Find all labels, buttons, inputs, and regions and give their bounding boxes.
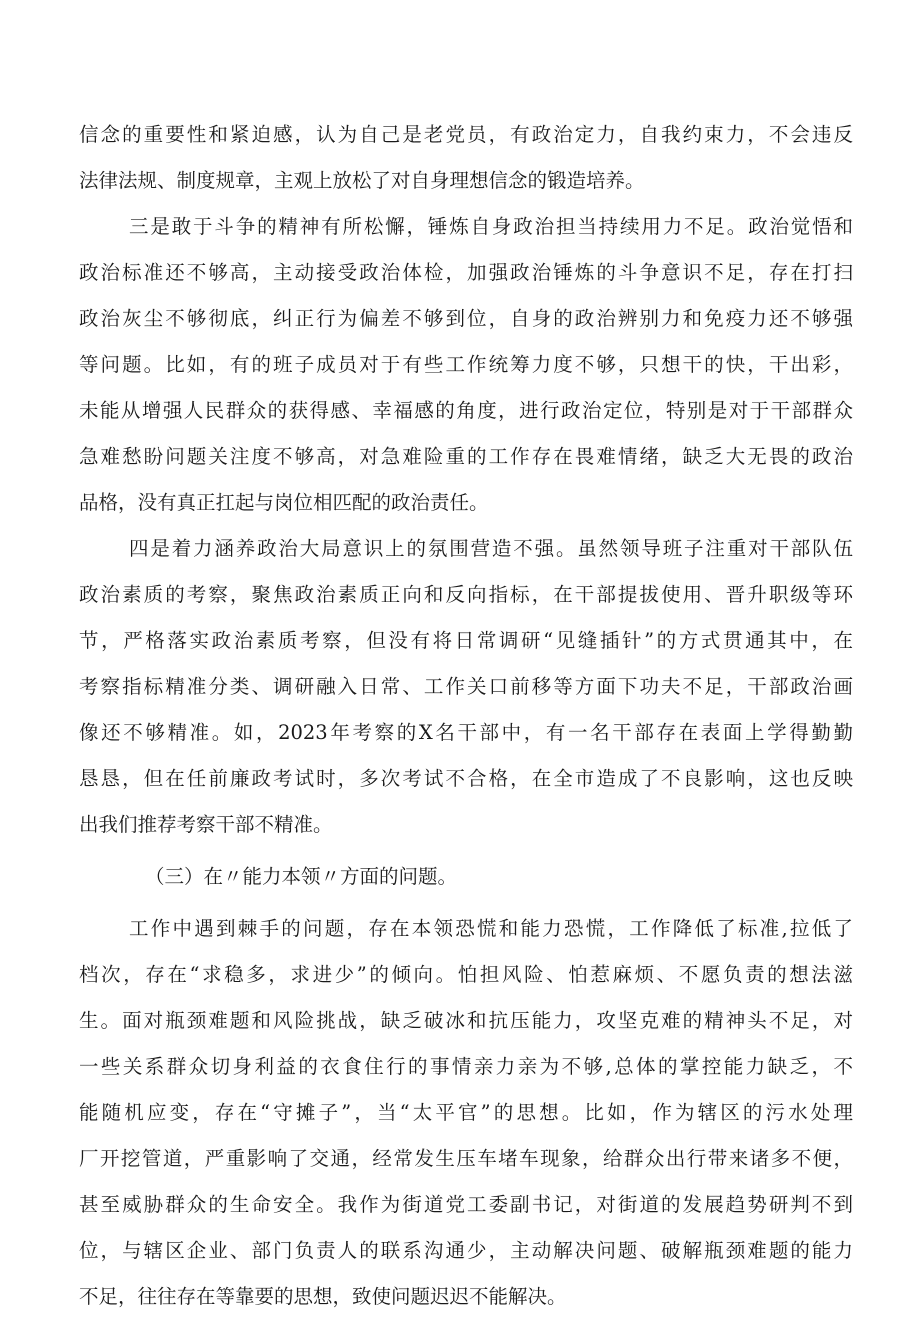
text-line: 法律法规、制度规章，主观上放松了对自身理想信念的锻造培养。 bbox=[79, 169, 645, 192]
text-line: 工作中遇到棘手的问题，存在本领恐慌和能力恐慌，工作降低了标准,拉低了 bbox=[129, 917, 853, 940]
text-line: 甚至威胁群众的生命安全。我作为街道党工委副书记，对街道的发展趋势研判不到 bbox=[79, 1193, 853, 1216]
text-line: 政治素质的考察，聚焦政治素质正向和反向指标，在干部提拔使用、晋升职级等环 bbox=[79, 583, 853, 606]
text-line: 厂开挖管道，严重影响了交通，经常发生压车堵车现象，给群众出行带来诸多不便， bbox=[79, 1147, 853, 1170]
text-line: 能随机应变，存在“守摊子”，当“太平官”的思想。比如，作为辖区的污水处理 bbox=[79, 1101, 853, 1124]
text-line: 位，与辖区企业、部门负责人的联系沟通少，主动解决问题、破解瓶颈难题的能力 bbox=[79, 1239, 853, 1262]
section-heading: （三）在〃能力本领〃方面的问题。 bbox=[145, 865, 458, 888]
document-page bbox=[79, 112, 853, 1320]
text-line: 四是着力涵养政治大局意识上的氛围营造不强。虽然领导班子注重对干部队伍 bbox=[129, 537, 853, 560]
text-line: 信念的重要性和紧迫感，认为自己是老党员，有政治定力，自我约束力，不会违反 bbox=[79, 123, 853, 146]
text-line: 品格，没有真正扛起与岗位相匹配的政治责任。 bbox=[79, 491, 489, 514]
text-line: 等问题。比如，有的班子成员对于有些工作统筹力度不够，只想干的快，干出彩， bbox=[79, 353, 853, 376]
text-line: 恳恳，但在任前廉政考试时，多次考试不合格，在全市造成了不良影响，这也反映 bbox=[79, 767, 853, 790]
paragraph-3 bbox=[79, 526, 853, 848]
text-line: 生。面对瓶颈难题和风险挑战，缺乏破冰和抗压能力，攻坚克难的精神头不足，对 bbox=[79, 1009, 853, 1032]
paragraph-1 bbox=[79, 112, 853, 204]
text-line: 档次，存在“求稳多，求进少”的倾向。怕担风险、怕惹麻烦、不愿负责的想法滋 bbox=[79, 963, 853, 986]
text-line: 急难愁盼问题关注度不够高，对急难险重的工作存在畏难情绪，缺乏大无畏的政治 bbox=[79, 445, 853, 468]
text-line: 出我们推荐考察干部不精准。 bbox=[79, 813, 333, 836]
text-line: 不足，往往存在等靠要的思想，致使问题迟迟不能解决。 bbox=[79, 1285, 567, 1308]
text-line: 考察指标精准分类、调研融入日常、工作关口前移等方面下功夫不足，干部政治画 bbox=[79, 675, 853, 698]
text-line: 政治灰尘不够彻底，纠正行为偏差不够到位，自身的政治辨别力和免疫力还不够强 bbox=[79, 307, 853, 330]
text-line: 未能从增强人民群众的获得感、幸福感的角度，进行政治定位，特别是对于干部群众 bbox=[79, 399, 853, 422]
text-line: 节，严格落实政治素质考察，但没有将日常调研“见缝插针”的方式贯通其中，在 bbox=[79, 629, 853, 652]
text-line: 政治标准还不够高，主动接受政治体检，加强政治锤炼的斗争意识不足，存在打扫 bbox=[79, 261, 853, 284]
paragraph-2 bbox=[79, 204, 853, 526]
text-line: 三是敢于斗争的精神有所松懈，锤炼自身政治担当持续用力不足。政治觉悟和 bbox=[129, 215, 853, 238]
text-line: 像还不够精准。如，2023年考察的X名干部中，有一名干部存在表面上学得勤勤 bbox=[79, 721, 853, 744]
paragraph-4 bbox=[79, 906, 853, 1320]
text-line: 一些关系群众切身利益的衣食住行的事情亲力亲为不够,总体的掌控能力缺乏，不 bbox=[79, 1055, 853, 1078]
